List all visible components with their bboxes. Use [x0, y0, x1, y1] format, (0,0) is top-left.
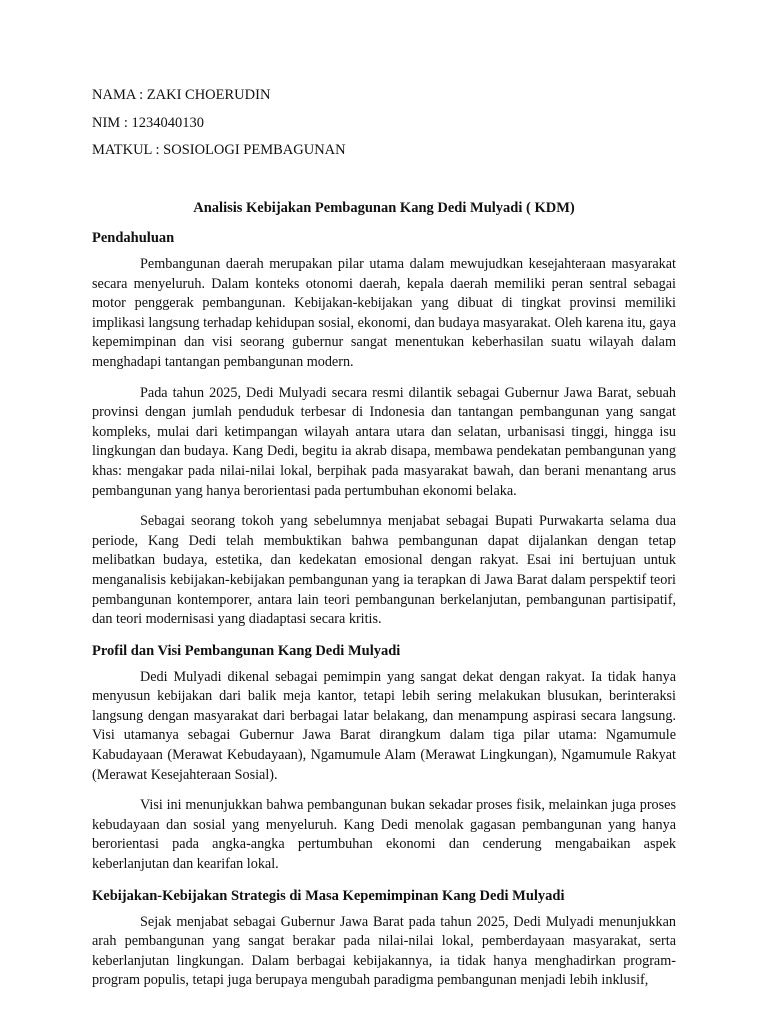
student-name-line: NAMA : ZAKI CHOERUDIN: [92, 87, 271, 103]
paragraph: Dedi Mulyadi dikenal sebagai pemimpin yang sangat dekat dengan rakyat. Ia tidak hanya menyusun kebijakan dari balik meja kantor, tetapi lebih sering melakukan blusukan, berinteraksi langsung dengan masyarakat dari berbagai latar belakang, dan menampung aspirasi secara langsung. Visi utamanya sebagai Gubernur Jawa Barat dirangkum dalam tiga pilar utama: Ngamumule Kabudayaan (Merawat Kebudayaan), Ngamumule Alam (Merawat Lingkungan), Ngamumule Rakyat (Merawat Kesejahteraan Sosial).: [92, 668, 676, 783]
paragraph: Sebagai seorang tokoh yang sebelumnya menjabat sebagai Bupati Purwakarta selama dua periode, Kang Dedi telah membuktikan bahwa pembangunan dapat dijalankan dengan tetap melibatkan budaya, estetika, dan kedekatan emosional dengan rakyat. Esai ini bertujuan untuk menganalisis kebijakan-kebijakan pembangunan yang ia terapkan di Jawa Barat dalam perspektif teori pembangunan kontemporer, antara lain teori pembangunan berkelanjutan, pembangunan partisipatif, dan teori modernisasi yang diadaptasi secara kritis.: [92, 513, 676, 628]
student-id-line: NIM : 1234040130: [92, 115, 204, 131]
paragraph: Sejak menjabat sebagai Gubernur Jawa Barat pada tahun 2025, Dedi Mulyadi menunjukkan arah pembangunan yang sangat berakar pada nilai-nilai lokal, pemberdayaan masyarakat, serta keberlanjutan lingkungan. Dalam berbagai kebijakannya, ia tidak hanya menghadirkan program-program populis, tetapi juga berupaya mengubah paradigma pembangunan menjadi lebih inklusif,: [92, 913, 676, 989]
section-heading-profil-visi: Profil dan Visi Pembangunan Kang Dedi Mulyadi: [92, 642, 401, 659]
section-heading-kebijakan-strategis: Kebijakan-Kebijakan Strategis di Masa Kepemimpinan Kang Dedi Mulyadi: [92, 887, 565, 904]
document-title: Analisis Kebijakan Pembagunan Kang Dedi Mulyadi ( KDM): [193, 200, 575, 216]
section-heading-pendahuluan: Pendahuluan: [92, 230, 175, 246]
paragraph: Visi ini menunjukkan bahwa pembangunan bukan sekadar proses fisik, melainkan juga proses kebudayaan dan sosial yang menyeluruh. Kang Dedi menolak gagasan pembangunan yang hanya berorientasi pada angka-angka pertumbuhan ekonomi dan cenderung mengabaikan aspek keberlanjutan dan kearifan lokal.: [92, 797, 676, 873]
paragraph: Pembangunan daerah merupakan pilar utama dalam mewujudkan kesejahteraan masyarakat secara menyeluruh. Dalam konteks otonomi daerah, kepala daerah memiliki peran sentral sebagai motor penggerak pembangunan. Kebijakan-kebijakan yang dibuat di tingkat provinsi memiliki implikasi langsung terhadap kehidupan sosial, ekonomi, dan budaya masyarakat. Oleh karena itu, gaya kepemimpinan dan visi seorang gubernur sangat menentukan keberhasilan suatu wilayah dalam menghadapi tantangan pembangunan modern.: [92, 256, 676, 370]
course-line: MATKUL : SOSIOLOGI PEMBAGUNAN: [92, 142, 346, 158]
paragraph: Pada tahun 2025, Dedi Mulyadi secara resmi dilantik sebagai Gubernur Jawa Barat, sebuah provinsi dengan jumlah penduduk terbesar di Indonesia dan tantangan pembangunan yang sangat kompleks, mulai dari ketimpangan wilayah antara utara dan selatan, urbanisasi tinggi, hingga isu lingkungan dan budaya. Kang Dedi, begitu ia akrab disapa, membawa pendekatan pembangunan yang khas: mengakar pada nilai-nilai lokal, berpihak pada masyarakat bawah, dan berani menantang arus pembangunan yang hanya berorientasi pada pertumbuhan ekonomi belaka.: [92, 384, 676, 499]
document-body: [92, 198, 676, 1002]
